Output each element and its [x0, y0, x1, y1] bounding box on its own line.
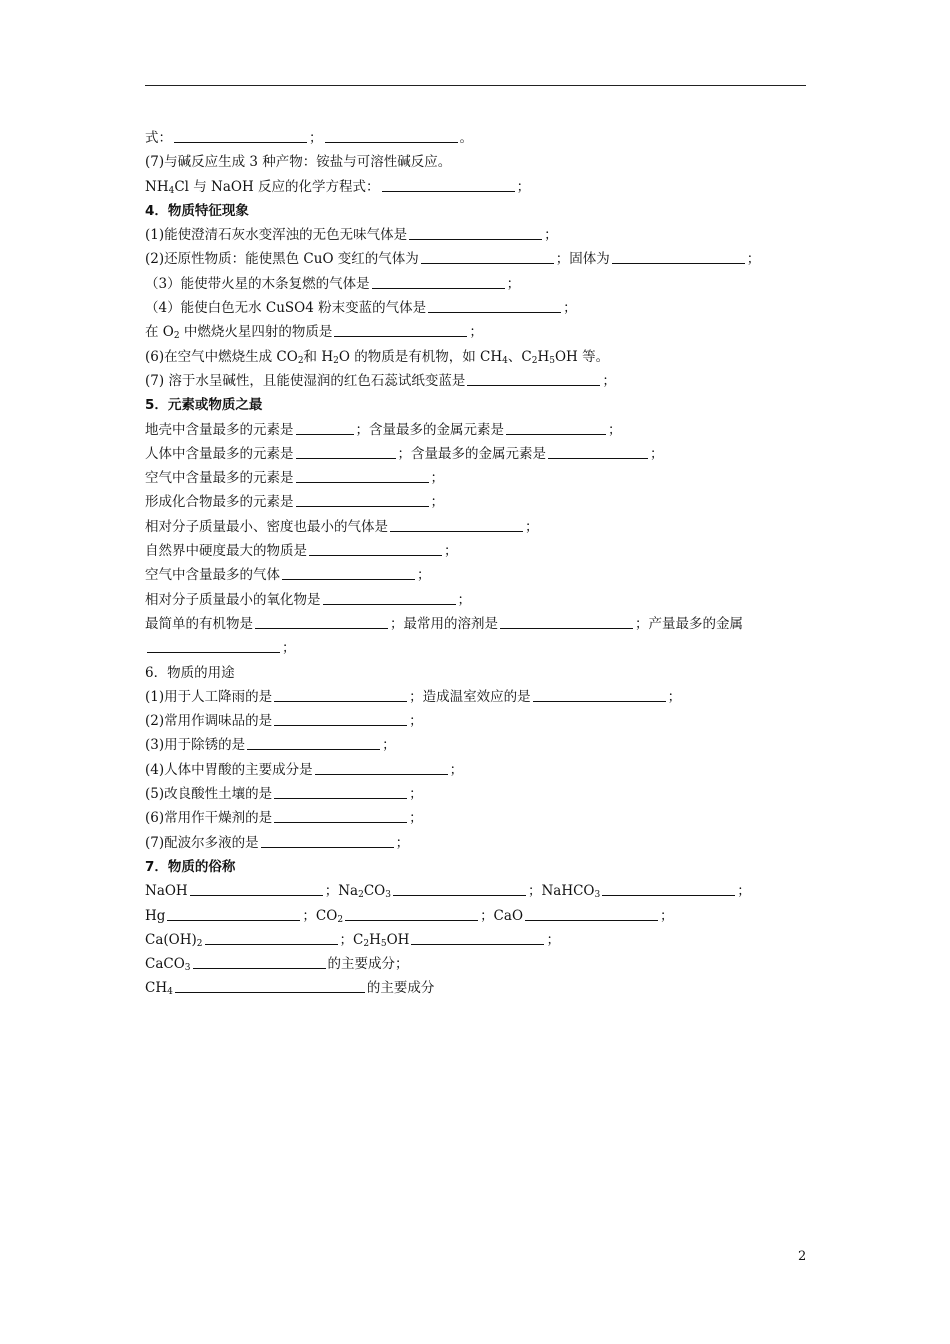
- text-run: 最简单的有机物是: [145, 615, 253, 632]
- text-run: 和 H: [303, 348, 334, 365]
- text-run: O 的物质是有机物，如 CH: [338, 348, 503, 365]
- text-run: Cl 与 NaOH 反应的化学方程式：: [174, 178, 380, 195]
- question-line: [145, 126, 825, 150]
- text-run: ；固体为: [555, 251, 610, 268]
- text-run: Hg: [145, 907, 166, 924]
- text-run: ；: [382, 737, 396, 754]
- answer-blank[interactable]: [421, 250, 554, 264]
- answer-blank[interactable]: [612, 250, 745, 264]
- answer-blank[interactable]: [315, 761, 448, 775]
- text-run: ；: [602, 372, 616, 389]
- answer-blank[interactable]: [190, 882, 323, 896]
- text-run: (2)常用作调味品的是: [145, 713, 273, 730]
- answer-blank[interactable]: [274, 785, 407, 799]
- answer-blank[interactable]: [467, 372, 600, 386]
- answer-blank[interactable]: [325, 129, 458, 143]
- answer-blank[interactable]: [411, 931, 544, 945]
- text-run: 在 O: [145, 324, 174, 341]
- text-run: 、C: [507, 348, 532, 365]
- text-run: ；CaO: [480, 907, 524, 924]
- answer-blank[interactable]: [525, 907, 658, 921]
- answer-blank[interactable]: [323, 591, 456, 605]
- text-run: (2)还原性物质：能使黑色 CuO 变红的气体为: [145, 251, 419, 268]
- answer-blank[interactable]: [309, 542, 442, 556]
- question-line: [145, 247, 825, 271]
- answer-blank[interactable]: [296, 445, 396, 459]
- text-run: ；含量最多的金属元素是: [355, 421, 504, 438]
- text-run: OH 等。: [554, 348, 610, 365]
- question-line: [145, 563, 825, 587]
- answer-blank[interactable]: [167, 907, 300, 921]
- text-run: (3)用于除锈的是: [145, 737, 246, 754]
- text-run: 式：: [145, 130, 172, 146]
- text-run: CO: [363, 883, 386, 900]
- subscript: 5: [380, 938, 387, 949]
- answer-blank[interactable]: [274, 688, 407, 702]
- answer-blank[interactable]: [247, 736, 380, 750]
- text-run: (7) 溶于水呈碱性，且能使湿润的红色石蕊试纸变蓝是: [145, 372, 466, 389]
- answer-blank[interactable]: [334, 323, 467, 337]
- text-run: ；: [608, 421, 622, 438]
- text-run: (6)在空气中燃烧生成 CO: [145, 348, 298, 365]
- question-line: [145, 539, 825, 563]
- question-line: [145, 442, 825, 466]
- answer-blank[interactable]: [261, 834, 394, 848]
- subscript: 4: [167, 987, 173, 998]
- question-line: [145, 782, 825, 806]
- text-run: ；: [563, 300, 577, 317]
- answer-blank[interactable]: [296, 493, 429, 507]
- text-run: 相对分子质量最小、密度也最小的气体是: [145, 518, 388, 535]
- text-run: (7)与碱反应生成 3 种产物：铵盐与可溶性碱反应。: [145, 154, 452, 171]
- question-line: [145, 928, 825, 952]
- question-line: [145, 661, 825, 685]
- answer-blank[interactable]: [274, 712, 407, 726]
- text-run: 7．物质的俗称: [145, 858, 236, 875]
- text-run: 地壳中含量最多的元素是: [145, 421, 294, 438]
- question-line: [145, 515, 825, 539]
- worksheet-body: [145, 126, 825, 1001]
- text-run: 空气中含量最多的气体: [145, 567, 280, 584]
- subscript: 4: [502, 355, 508, 366]
- text-run: 形成化合物最多的元素是: [145, 494, 294, 511]
- text-run: CaCO: [145, 956, 185, 973]
- text-run: ；CO: [302, 907, 338, 924]
- answer-blank[interactable]: [174, 129, 307, 143]
- text-run: 。: [459, 130, 473, 146]
- answer-blank[interactable]: [428, 299, 561, 313]
- subscript: 2: [363, 938, 370, 949]
- answer-blank[interactable]: [193, 955, 326, 969]
- text-run: ；: [449, 761, 464, 778]
- question-line: [145, 758, 825, 782]
- answer-blank[interactable]: [274, 809, 407, 823]
- section-heading: [145, 393, 825, 417]
- text-run: ；: [469, 324, 483, 341]
- text-run: ；: [506, 275, 521, 292]
- question-line: [145, 952, 825, 976]
- text-run: ；: [660, 907, 674, 924]
- answer-blank[interactable]: [282, 566, 415, 580]
- question-line: [145, 296, 825, 320]
- text-run: （4）能使白色无水 CuSO4 粉末变蓝的气体是: [145, 300, 427, 317]
- text-run: (4)人体中胃酸的主要成分是: [145, 761, 313, 778]
- text-run: H: [537, 348, 550, 365]
- text-run: ；: [309, 130, 323, 146]
- answer-blank[interactable]: [500, 615, 633, 629]
- answer-blank[interactable]: [548, 445, 648, 459]
- text-run: ；: [457, 591, 471, 608]
- subscript: 5: [549, 355, 555, 366]
- answer-blank[interactable]: [409, 226, 542, 240]
- text-run: 5．元素或物质之最: [145, 397, 263, 414]
- question-line: [145, 272, 825, 296]
- question-line: [145, 345, 825, 369]
- text-run: 人体中含量最多的元素是: [145, 445, 294, 462]
- question-line: [145, 879, 825, 903]
- question-line: [145, 831, 825, 855]
- subscript: 4: [168, 185, 175, 196]
- subscript: 2: [173, 331, 180, 342]
- text-run: ；: [737, 883, 751, 900]
- question-line: [145, 150, 825, 174]
- subscript: 2: [337, 914, 344, 925]
- text-run: ；含量最多的金属元素是: [397, 445, 546, 462]
- subscript: 3: [385, 890, 391, 901]
- question-line: [145, 904, 825, 928]
- text-run: ；: [430, 470, 444, 487]
- answer-blank[interactable]: [533, 688, 666, 702]
- text-run: (1)用于人工降雨的是: [145, 688, 273, 705]
- text-run: OH: [386, 931, 410, 948]
- text-run: ；: [650, 445, 664, 462]
- text-run: Ca(OH): [145, 931, 197, 948]
- question-line: [145, 418, 825, 442]
- question-line: [145, 806, 825, 830]
- question-line: [145, 733, 825, 757]
- text-run: ；: [546, 931, 560, 948]
- text-run: ；C: [339, 931, 364, 948]
- text-run: ；: [430, 494, 444, 511]
- answer-blank[interactable]: [296, 469, 429, 483]
- question-line: [145, 223, 825, 247]
- text-run: ；NaHCO: [527, 883, 595, 900]
- text-run: ；: [409, 713, 423, 730]
- text-run: 空气中含量最多的元素是: [145, 470, 294, 487]
- text-run: NaOH: [145, 883, 188, 900]
- answer-blank[interactable]: [296, 421, 354, 435]
- subscript: 2: [333, 355, 339, 366]
- question-line: [145, 636, 825, 660]
- answer-blank[interactable]: [175, 979, 365, 993]
- text-run: H: [369, 931, 381, 948]
- answer-blank[interactable]: [602, 882, 735, 896]
- answer-blank[interactable]: [345, 907, 478, 921]
- answer-blank[interactable]: [382, 178, 515, 192]
- text-run: ；: [282, 640, 296, 657]
- answer-blank[interactable]: [506, 421, 606, 435]
- text-run: ；: [667, 688, 682, 705]
- answer-blank[interactable]: [393, 882, 526, 896]
- text-run: 中燃烧火星四射的物质是: [179, 324, 333, 341]
- subscript: 2: [297, 355, 304, 366]
- section-heading: [145, 855, 825, 879]
- text-run: ；: [444, 543, 458, 560]
- answer-blank[interactable]: [205, 931, 338, 945]
- text-run: ；: [409, 786, 423, 803]
- text-run: ；: [516, 178, 531, 195]
- subscript: 2: [358, 890, 364, 901]
- text-run: ；产量最多的金属: [635, 615, 743, 632]
- text-run: NH: [145, 178, 169, 195]
- answer-blank[interactable]: [372, 275, 505, 289]
- question-line: [145, 612, 825, 636]
- text-run: ；造成温室效应的是: [409, 688, 531, 705]
- question-line: [145, 466, 825, 490]
- question-line: [145, 685, 825, 709]
- text-run: 的主要成分；: [327, 956, 409, 973]
- answer-blank[interactable]: [390, 518, 523, 532]
- answer-blank[interactable]: [255, 615, 388, 629]
- text-run: （3）能使带火星的木条复燃的气体是: [145, 275, 370, 292]
- subscript: 2: [531, 355, 538, 366]
- text-run: 相对分子质量最小的氧化物是: [145, 591, 321, 608]
- question-line: [145, 976, 825, 1000]
- header-rule: [145, 85, 806, 86]
- text-run: ；: [409, 810, 423, 827]
- section-heading: [145, 199, 825, 223]
- text-run: ；: [746, 251, 761, 268]
- text-run: 4．物质特征现象: [145, 202, 249, 219]
- question-line: [145, 175, 825, 199]
- text-run: 的主要成分: [366, 980, 435, 997]
- text-run: (5)改良酸性土壤的是: [145, 786, 273, 803]
- subscript: 2: [196, 938, 203, 949]
- question-line: [145, 709, 825, 733]
- page-number: 2: [798, 1249, 807, 1264]
- text-run: ；: [544, 227, 558, 244]
- text-run: ；: [525, 518, 539, 535]
- question-line: [145, 320, 825, 344]
- question-line: [145, 369, 825, 393]
- text-run: ；Na: [324, 883, 359, 900]
- text-run: ；: [417, 567, 431, 584]
- subscript: 3: [184, 963, 191, 974]
- text-run: (1)能使澄清石灰水变浑浊的无色无味气体是: [145, 227, 408, 244]
- answer-blank[interactable]: [147, 639, 280, 653]
- text-run: (7)配波尔多液的是: [145, 834, 259, 851]
- subscript: 3: [594, 890, 601, 901]
- text-run: 6．物质的用途: [145, 664, 235, 681]
- text-run: (6)常用作干燥剂的是: [145, 810, 273, 827]
- text-run: CH: [145, 980, 168, 997]
- text-run: 自然界中硬度最大的物质是: [145, 543, 307, 560]
- question-line: [145, 490, 825, 514]
- text-run: ；: [395, 834, 410, 851]
- text-run: ；最常用的溶剂是: [390, 615, 498, 632]
- question-line: [145, 588, 825, 612]
